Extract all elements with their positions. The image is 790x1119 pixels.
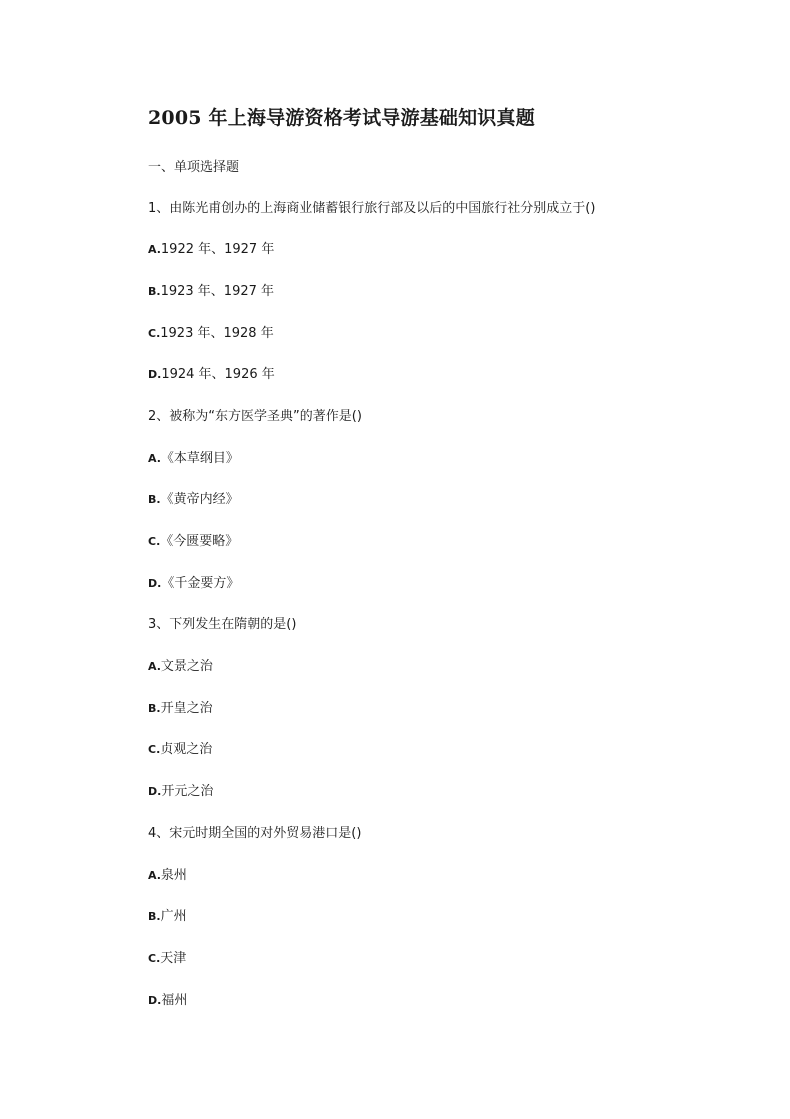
document-title: 2005 年上海导游资格考试导游基础知识真题 [148,107,535,129]
option-3a [148,657,748,677]
section-heading: 一、单项选择题 [148,160,240,175]
option-letter: B. [148,284,161,298]
option-text: 文景之治 [160,659,213,675]
option-text: 《今匮要略》 [160,534,239,549]
option-4c [148,949,748,969]
option-1a [148,240,748,260]
option-1d [148,365,748,385]
option-text: 1922 年、1927 年 [160,242,275,258]
option-letter: D. [148,993,162,1007]
option-text: 1923 年、1927 年 [160,283,275,299]
option-text: 开皇之治 [160,700,213,716]
question-2: 2、被称为“东方医学圣典”的著作是() [148,408,362,424]
option-text: 开元之治 [161,784,214,800]
option-2d [148,574,748,594]
option-text: 广州 [160,909,187,925]
option-text: 天津 [160,950,187,966]
option-text: 贞观之治 [160,742,213,758]
option-text: 1923 年、1928 年 [160,325,274,341]
option-letter: D. [148,785,162,799]
option-text: 福州 [161,992,188,1008]
option-letter: C. [148,951,161,965]
option-3d [148,782,748,802]
option-letter: A. [148,868,161,882]
option-text: 泉州 [160,867,187,883]
option-4a [148,866,748,886]
option-letter: D. [148,368,162,382]
option-letter: A. [148,451,161,465]
option-2c [148,532,748,552]
option-letter: A. [148,660,161,674]
option-3c [148,740,748,760]
option-3b [148,699,748,719]
option-letter: C. [148,535,161,548]
document-page [148,104,748,1032]
option-letter: C. [148,743,161,757]
option-text: 《黄帝内经》 [160,492,239,508]
option-2b [148,490,748,510]
question-4: 4、宋元时期全国的对外贸易港口是() [148,825,362,841]
option-text: 《本草纲目》 [160,450,239,466]
option-letter: B. [148,910,161,924]
option-4d [148,991,748,1011]
option-letter: D. [148,576,162,590]
option-4b [148,907,748,927]
option-2a [148,449,748,469]
option-letter: C. [148,326,161,340]
option-letter: B. [148,701,161,715]
option-letter: A. [148,243,161,257]
option-1b [148,282,748,302]
option-text: 《千金要方》 [161,575,240,591]
option-1c [148,324,748,344]
question-3: 3、下列发生在隋朝的是() [148,617,297,633]
question-1: 1、由陈光甫创办的上海商业储蓄银行旅行部及以后的中国旅行社分别成立于() [148,200,596,216]
option-letter: B. [148,493,161,507]
option-text: 1924 年、1926 年 [161,367,275,383]
